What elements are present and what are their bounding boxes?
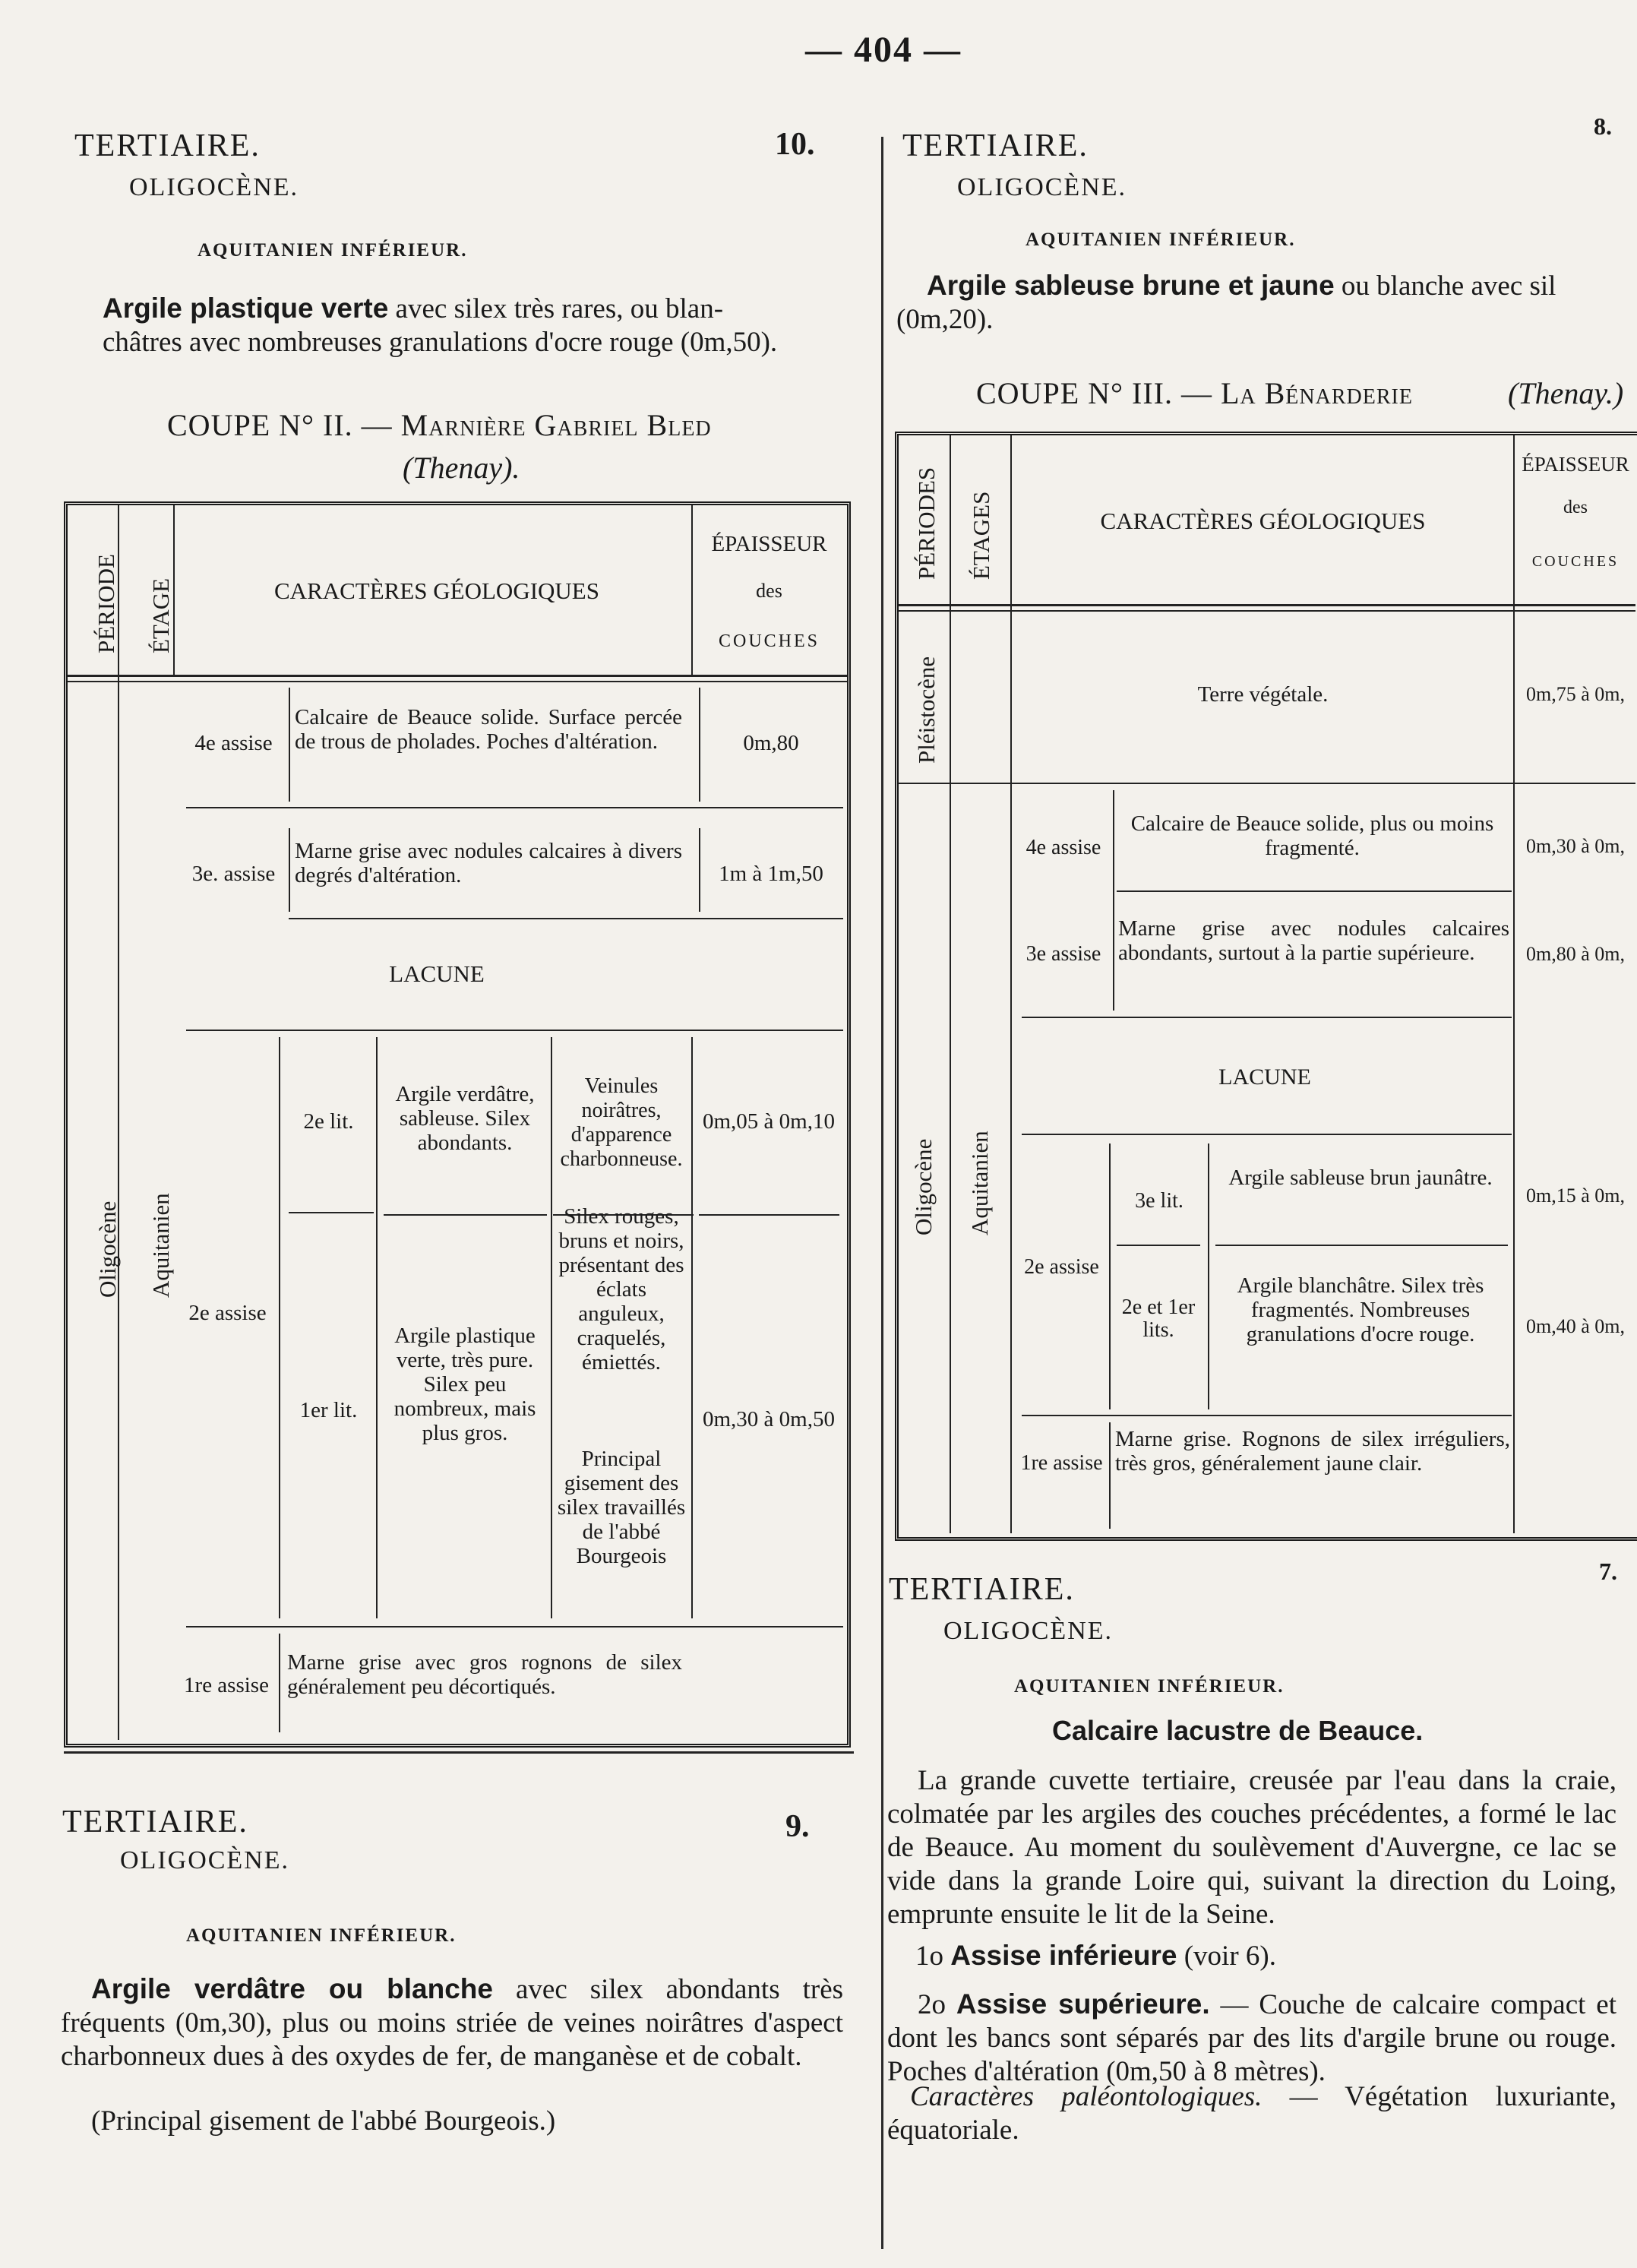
- section-7-paragraph: La grande cuvette tertiaire, creusée par l'eau dans la craie, colmatée par les argiles des couches précédentes, a formé le lac de Beauce. Au moment du soulèvement d'Auvergne, ce lac se vide dans la grande Loire qui, suivant la direction du Loing, emprunte ensuite le lit de la Seine.: [887, 1765, 1616, 1930]
- section-10-epoch: OLIGOCÈNE.: [129, 173, 299, 201]
- section-7-item-3: Caractères paléontologiques. — Végétation luxuriante, équatoriale.: [887, 2081, 1616, 2146]
- lit-2-thickness: 0m,05 à 0m,10: [703, 1109, 835, 1134]
- lit-2-label: 2e lit.: [303, 1109, 354, 1134]
- assise-3-thickness: 1m à 1m,50: [719, 862, 823, 886]
- coupe-2-title: COUPE N° II. — Marnière Gabriel Bled: [167, 408, 712, 442]
- lit-3-text: Argile sableuse brun jaunâtre.: [1228, 1166, 1493, 1190]
- header-caracteres-3: CARACTÈRES GÉOLOGIQUES: [1100, 508, 1426, 534]
- coupe-3-table: [895, 432, 1637, 1541]
- lit-1-note-silex: Silex rouges, bruns et noirs, présentant des éclats anguleux, craquelés, émiettés.: [558, 1204, 684, 1374]
- header-etages: ÉTAGES: [968, 491, 994, 580]
- assise-2-label-3: 2e assise: [1024, 1255, 1099, 1279]
- section-8-number: 8.: [1594, 112, 1612, 140]
- assise-3-thickness-3: 0m,80 à 0m,: [1526, 943, 1625, 965]
- lacune-label: LACUNE: [389, 960, 485, 987]
- header-des-3: des: [1563, 498, 1588, 517]
- section-8-title: TERTIAIRE.: [902, 128, 1089, 163]
- section-10-number: 10.: [775, 127, 815, 162]
- lit-12-thickness: 0m,40 à 0m,: [1526, 1315, 1625, 1337]
- terre-vegetale: Terre végétale.: [1197, 682, 1329, 707]
- section-10-bold: Argile plastique verte: [103, 293, 389, 324]
- lit-12-label: 2e et 1er lits.: [1121, 1295, 1196, 1342]
- lit-1-text: Argile plastique verte, très pure. Silex peu nombreux, mais plus gros.: [393, 1324, 536, 1445]
- lit-2-text: Argile verdâtre, sableuse. Silex abondants.: [395, 1082, 535, 1155]
- assise-3-label-3: 3e assise: [1025, 942, 1101, 966]
- header-etage: ÉTAGE: [147, 577, 174, 653]
- section-10-line2: châtres avec nombreuses granulations d'ocre rouge (0m,50).: [103, 327, 778, 358]
- section-7-heading: Calcaire lacustre de Beauce.: [1052, 1715, 1424, 1746]
- lit-12-text: Argile blanchâtre. Silex très fragmentés. Nombreuses granulations d'ocre rouge.: [1237, 1273, 1484, 1346]
- lacune-label-3: LACUNE: [1218, 1064, 1311, 1090]
- assise-1-label: 1re assise: [184, 1673, 269, 1697]
- assise-4-text-3: Calcaire de Beauce solide, plus ou moins fragmenté.: [1130, 811, 1494, 860]
- header-epaisseur: ÉPAISSEUR: [711, 532, 827, 556]
- section-7-item-1: 1o Assise inférieure (voir 6).: [915, 1940, 1276, 1972]
- section-9-epoch: OLIGOCÈNE.: [120, 1846, 290, 1874]
- assise-4-text: Calcaire de Beauce solide. Surface percée de trous de pholades. Poches d'altération.: [295, 705, 682, 754]
- section-10-line1: avec silex très rares, ou blan-: [395, 293, 724, 324]
- section-7-epoch: OLIGOCÈNE.: [943, 1617, 1114, 1645]
- assise-4-thickness: 0m,80: [743, 731, 799, 755]
- coupe-2-place: (Thenay).: [403, 451, 520, 485]
- etage-aquitanien: Aquitanien: [147, 1193, 174, 1298]
- section-8-epoch: OLIGOCÈNE.: [957, 173, 1127, 201]
- section-7-title: TERTIAIRE.: [889, 1572, 1075, 1607]
- section-9-description: [61, 1972, 843, 2073]
- section-9-bold: Argile verdâtre ou blanche: [91, 1973, 493, 2004]
- lit-3-label: 3e lit.: [1135, 1189, 1184, 1213]
- assise-4-label-3: 4e assise: [1025, 836, 1101, 859]
- lit-3-thickness: 0m,15 à 0m,: [1526, 1185, 1625, 1207]
- section-8-bold: Argile sableuse brune et jaune: [927, 270, 1335, 301]
- periode-pleistocene: Pléistocène: [913, 656, 940, 764]
- assise-4-label: 4e assise: [194, 731, 273, 755]
- section-8-stage: AQUITANIEN INFÉRIEUR.: [1025, 229, 1296, 250]
- assise-3-label: 3e. assise: [191, 862, 276, 886]
- section-7-number: 7.: [1599, 1558, 1617, 1585]
- lit-1-thickness: 0m,30 à 0m,50: [703, 1407, 835, 1431]
- lit-1-note-gisement: Principal gisement des silex travaillés de l'abbé Bourgeois: [557, 1447, 686, 1568]
- header-couches: COUCHES: [718, 631, 820, 651]
- section-9-note: (Principal gisement de l'abbé Bourgeois.): [91, 2105, 556, 2137]
- section-9-stage: AQUITANIEN INFÉRIEUR.: [186, 1925, 457, 1946]
- assise-2-label: 2e assise: [188, 1301, 267, 1325]
- coupe-3-place: (Thenay.): [1508, 376, 1624, 410]
- section-10-title: TERTIAIRE.: [74, 128, 261, 163]
- assise-3-text: Marne grise avec nodules calcaires à divers degrés d'altération.: [295, 839, 682, 887]
- assise-3-text-3: Marne grise avec nodules calcaires abondants, surtout à la partie supérieure.: [1118, 916, 1509, 965]
- header-periodes: PÉRIODES: [913, 467, 940, 580]
- section-10-description: [103, 292, 855, 359]
- section-8-line2: (0m,20).: [896, 304, 994, 335]
- assise-1-text: Marne grise avec gros rognons de silex généralement peu décortiqués.: [287, 1650, 682, 1699]
- section-9-title: TERTIAIRE.: [62, 1805, 248, 1839]
- lit-2-note: Veinules noirâtres, d'apparence charbonneuse.: [560, 1074, 683, 1171]
- section-10-stage: AQUITANIEN INFÉRIEUR.: [198, 240, 468, 261]
- assise-4-thickness-3: 0m,30 à 0m,: [1526, 835, 1625, 857]
- section-8-line1: ou blanche avec sil: [1341, 270, 1556, 302]
- etage-aquitanien-3: Aquitanien: [966, 1131, 993, 1235]
- header-des: des: [756, 580, 782, 602]
- assise-1-label-3: 1re assise: [1020, 1451, 1103, 1475]
- header-caracteres: CARACTÈRES GÉOLOGIQUES: [274, 577, 599, 604]
- section-7-item-2: 2o Assise supérieure. — Couche de calcaire compact et dont les bancs sont séparés par des lits d'argile brune ou rouge. Poches d'altération (0m,50 à 8 mètres).: [887, 1988, 1617, 2087]
- section-7-stage: AQUITANIEN INFÉRIEUR.: [1014, 1676, 1285, 1697]
- periode-oligocene: Oligocène: [94, 1200, 121, 1298]
- lit-1-label: 1er lit.: [299, 1398, 358, 1422]
- header-couches-3: COUCHES: [1531, 553, 1620, 570]
- section-9-number: 9.: [785, 1809, 810, 1844]
- column-divider: [881, 137, 883, 2249]
- header-epaisseur-3: ÉPAISSEUR: [1522, 453, 1629, 476]
- assise-1-text-3: Marne grise. Rognons de silex irréguliers, très gros, généralement jaune clair.: [1115, 1427, 1510, 1476]
- coupe-3-title: COUPE N° III. — La Bénarderie: [976, 376, 1413, 410]
- section-8-description: [896, 269, 1626, 337]
- header-periode: PÉRIODE: [93, 554, 119, 653]
- section-9-rest: avec silex abondants très fréquents (0m,30), plus ou moins striée de veines noirâtres d'aspect charbonneux dues à des oxydes de fer, de manganèse et de cobalt.: [61, 1974, 844, 2072]
- page-number: — 404 —: [805, 30, 962, 70]
- terre-thickness: 0m,75 à 0m,: [1526, 683, 1625, 705]
- periode-oligocene-3: Oligocène: [910, 1138, 937, 1235]
